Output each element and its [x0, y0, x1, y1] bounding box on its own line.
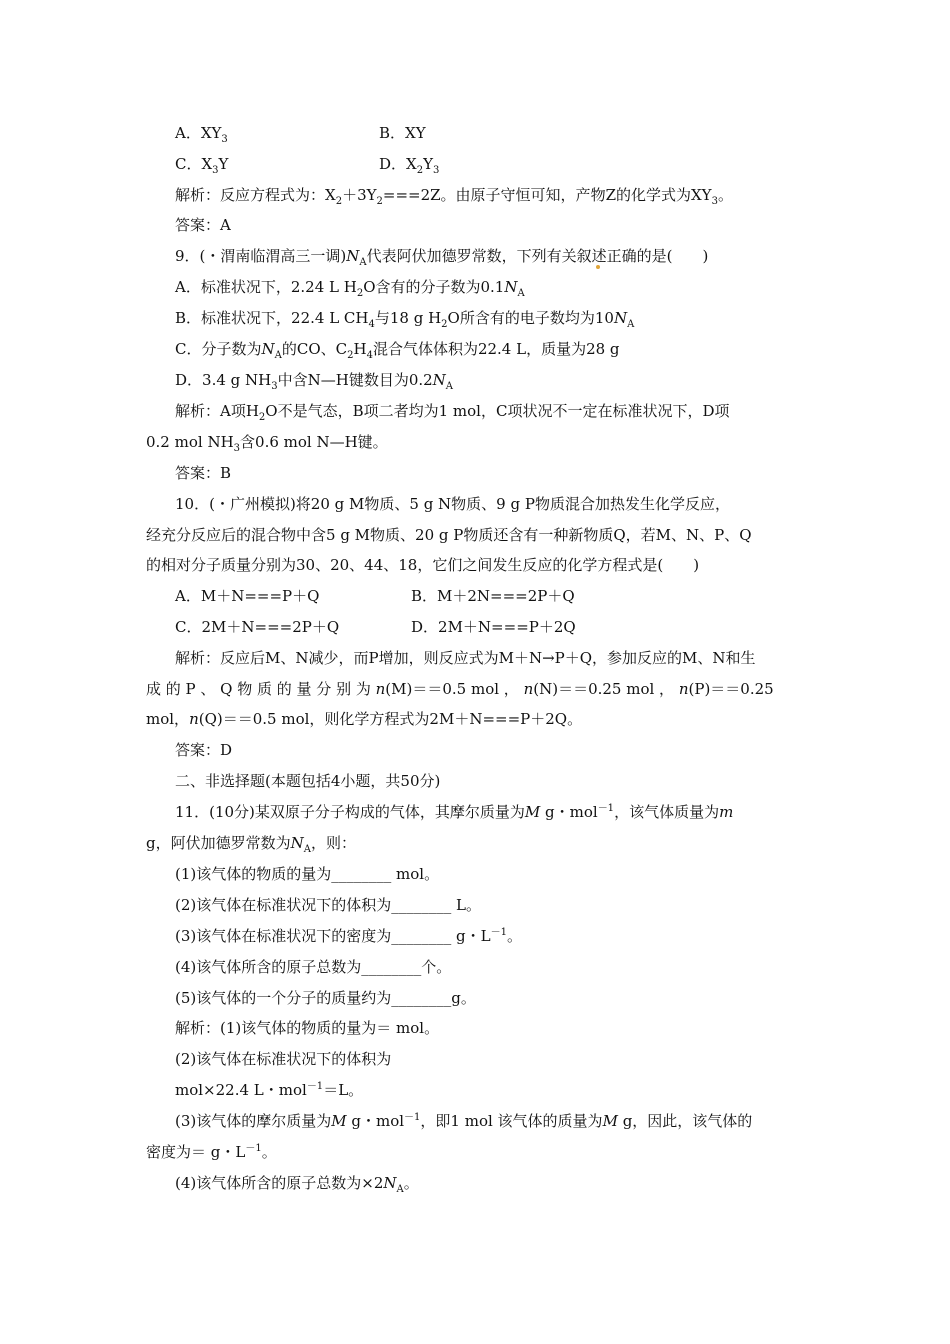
- q9-option-a: A．标准状况下，2.24 L $H_2O$含有的分子数为$0.1N_A$: [175, 278, 525, 299]
- q10-option-a: A．M＋N===P＋Q: [175, 587, 320, 605]
- section-heading: 二、非选择题(本题包括4小题，共50分): [175, 772, 441, 790]
- q10-analysis-line2: 成 的 P 、 Q 物 质 的 量 分 别 为 n(M)＝＝0.5 mol ， n(N)＝＝0.25 mol ， n(P)＝＝0.25: [146, 680, 774, 698]
- q9-option-d: D．3.4 g $NH_3$中含N—H键数目为$0.2N_A$: [175, 371, 454, 392]
- q10-analysis-line3: mol，n(Q)＝＝0.5 mol，则化学方程式为2M＋N===P＋2Q。: [146, 710, 583, 728]
- q10-option-b: B．M＋2N===2P＋Q: [411, 587, 575, 605]
- q9-option-b: B．标准状况下，22.4 L $CH_4$与18 g $H_2O$所含有的电子数均为$10N_A$: [175, 309, 635, 330]
- option-d: D．$X_2Y_3$: [379, 155, 440, 176]
- q11-stem-line2: g，阿伏加德罗常数为$N_A$，则：: [146, 834, 356, 855]
- q10-stem-line2: 经充分反应后的混合物中含5 g M物质、20 g P物质还含有一种新物质Q，若M、N、P、Q: [146, 526, 752, 544]
- option-a: A．$XY_3$: [175, 124, 228, 145]
- q9-option-c: C．分子数为$N_A$的CO、$C_2H_4$混合气体体积为22.4 L，质量为28 g: [175, 340, 620, 361]
- q9-stem: 9．(・渭南临渭高三一调)$N_A$代表阿伏加德罗常数，下列有关叙述正确的是( ): [175, 247, 709, 268]
- q11-part2: (2)该气体在标准状况下的体积为________ L。: [175, 896, 481, 914]
- q10-stem-line1: 10．(・广州模拟)将20 g M物质、5 g N物质、9 g P物质混合加热发生化学反应，: [175, 495, 730, 513]
- option-b: B．XY: [379, 124, 426, 142]
- q11-stem-line1: 11．(10分)某双原子分子构成的气体，其摩尔质量为M g・mol$^{-1}$，该气体质量为m: [175, 803, 734, 821]
- q8-answer: 答案：A: [175, 216, 231, 234]
- q9-answer: 答案：B: [175, 464, 232, 482]
- decorative-dot: [596, 265, 600, 269]
- q11-part5: (5)该气体的一个分子的质量约为________g。: [175, 989, 476, 1007]
- q11-part3: (3)该气体在标准状况下的密度为________ g・$L^{-1}$。: [175, 927, 522, 945]
- q11-part4: (4)该气体所含的原子总数为________个。: [175, 958, 452, 976]
- q9-analysis-line2: 0.2 mol $NH_3$含0.6 mol N—H键。: [146, 433, 388, 454]
- q8-analysis: 解析：反应方程式为：$X_2+3Y_2===2Z$。由原子守恒可知，产物Z的化学式为$XY_3$。: [175, 186, 733, 207]
- q10-answer: 答案：D: [175, 741, 233, 759]
- q11-analysis-2b: mol×22.4 L・mol$^{-1}$＝L。: [175, 1081, 364, 1099]
- q10-option-c: C．2M＋N===2P＋Q: [175, 618, 340, 636]
- q10-option-d: D．2M＋N===P＋2Q: [411, 618, 576, 636]
- q10-stem-line3: 的相对分子质量分别为30、20、44、18，它们之间发生反应的化学方程式是( ): [146, 556, 700, 574]
- q11-analysis-2: (2)该气体在标准状况下的体积为: [175, 1050, 392, 1068]
- q11-analysis-1: 解析：(1)该气体的物质的量为＝ mol。: [175, 1019, 440, 1037]
- option-c: C．$X_3Y$: [175, 155, 229, 176]
- q10-analysis-line1: 解析：反应后M、N减少，而P增加，则反应式为M＋N→P＋Q，参加反应的M、N和生: [175, 649, 756, 667]
- q9-analysis-line1: 解析：A项$H_2O$不是气态，B项二者均为1 mol，C项状况不一定在标准状况下，D项: [175, 402, 730, 423]
- q11-analysis-3b: 密度为＝ g・$L^{-1}$。: [146, 1143, 277, 1161]
- q11-part1: (1)该气体的物质的量为________ mol。: [175, 865, 440, 883]
- q11-analysis-3: (3)该气体的摩尔质量为M g・mol$^{-1}$，即1 mol 该气体的质量为M g，因此，该气体的: [175, 1112, 753, 1130]
- q11-analysis-4: (4)该气体所含的原子总数为$\times 2N_A$。: [175, 1174, 419, 1195]
